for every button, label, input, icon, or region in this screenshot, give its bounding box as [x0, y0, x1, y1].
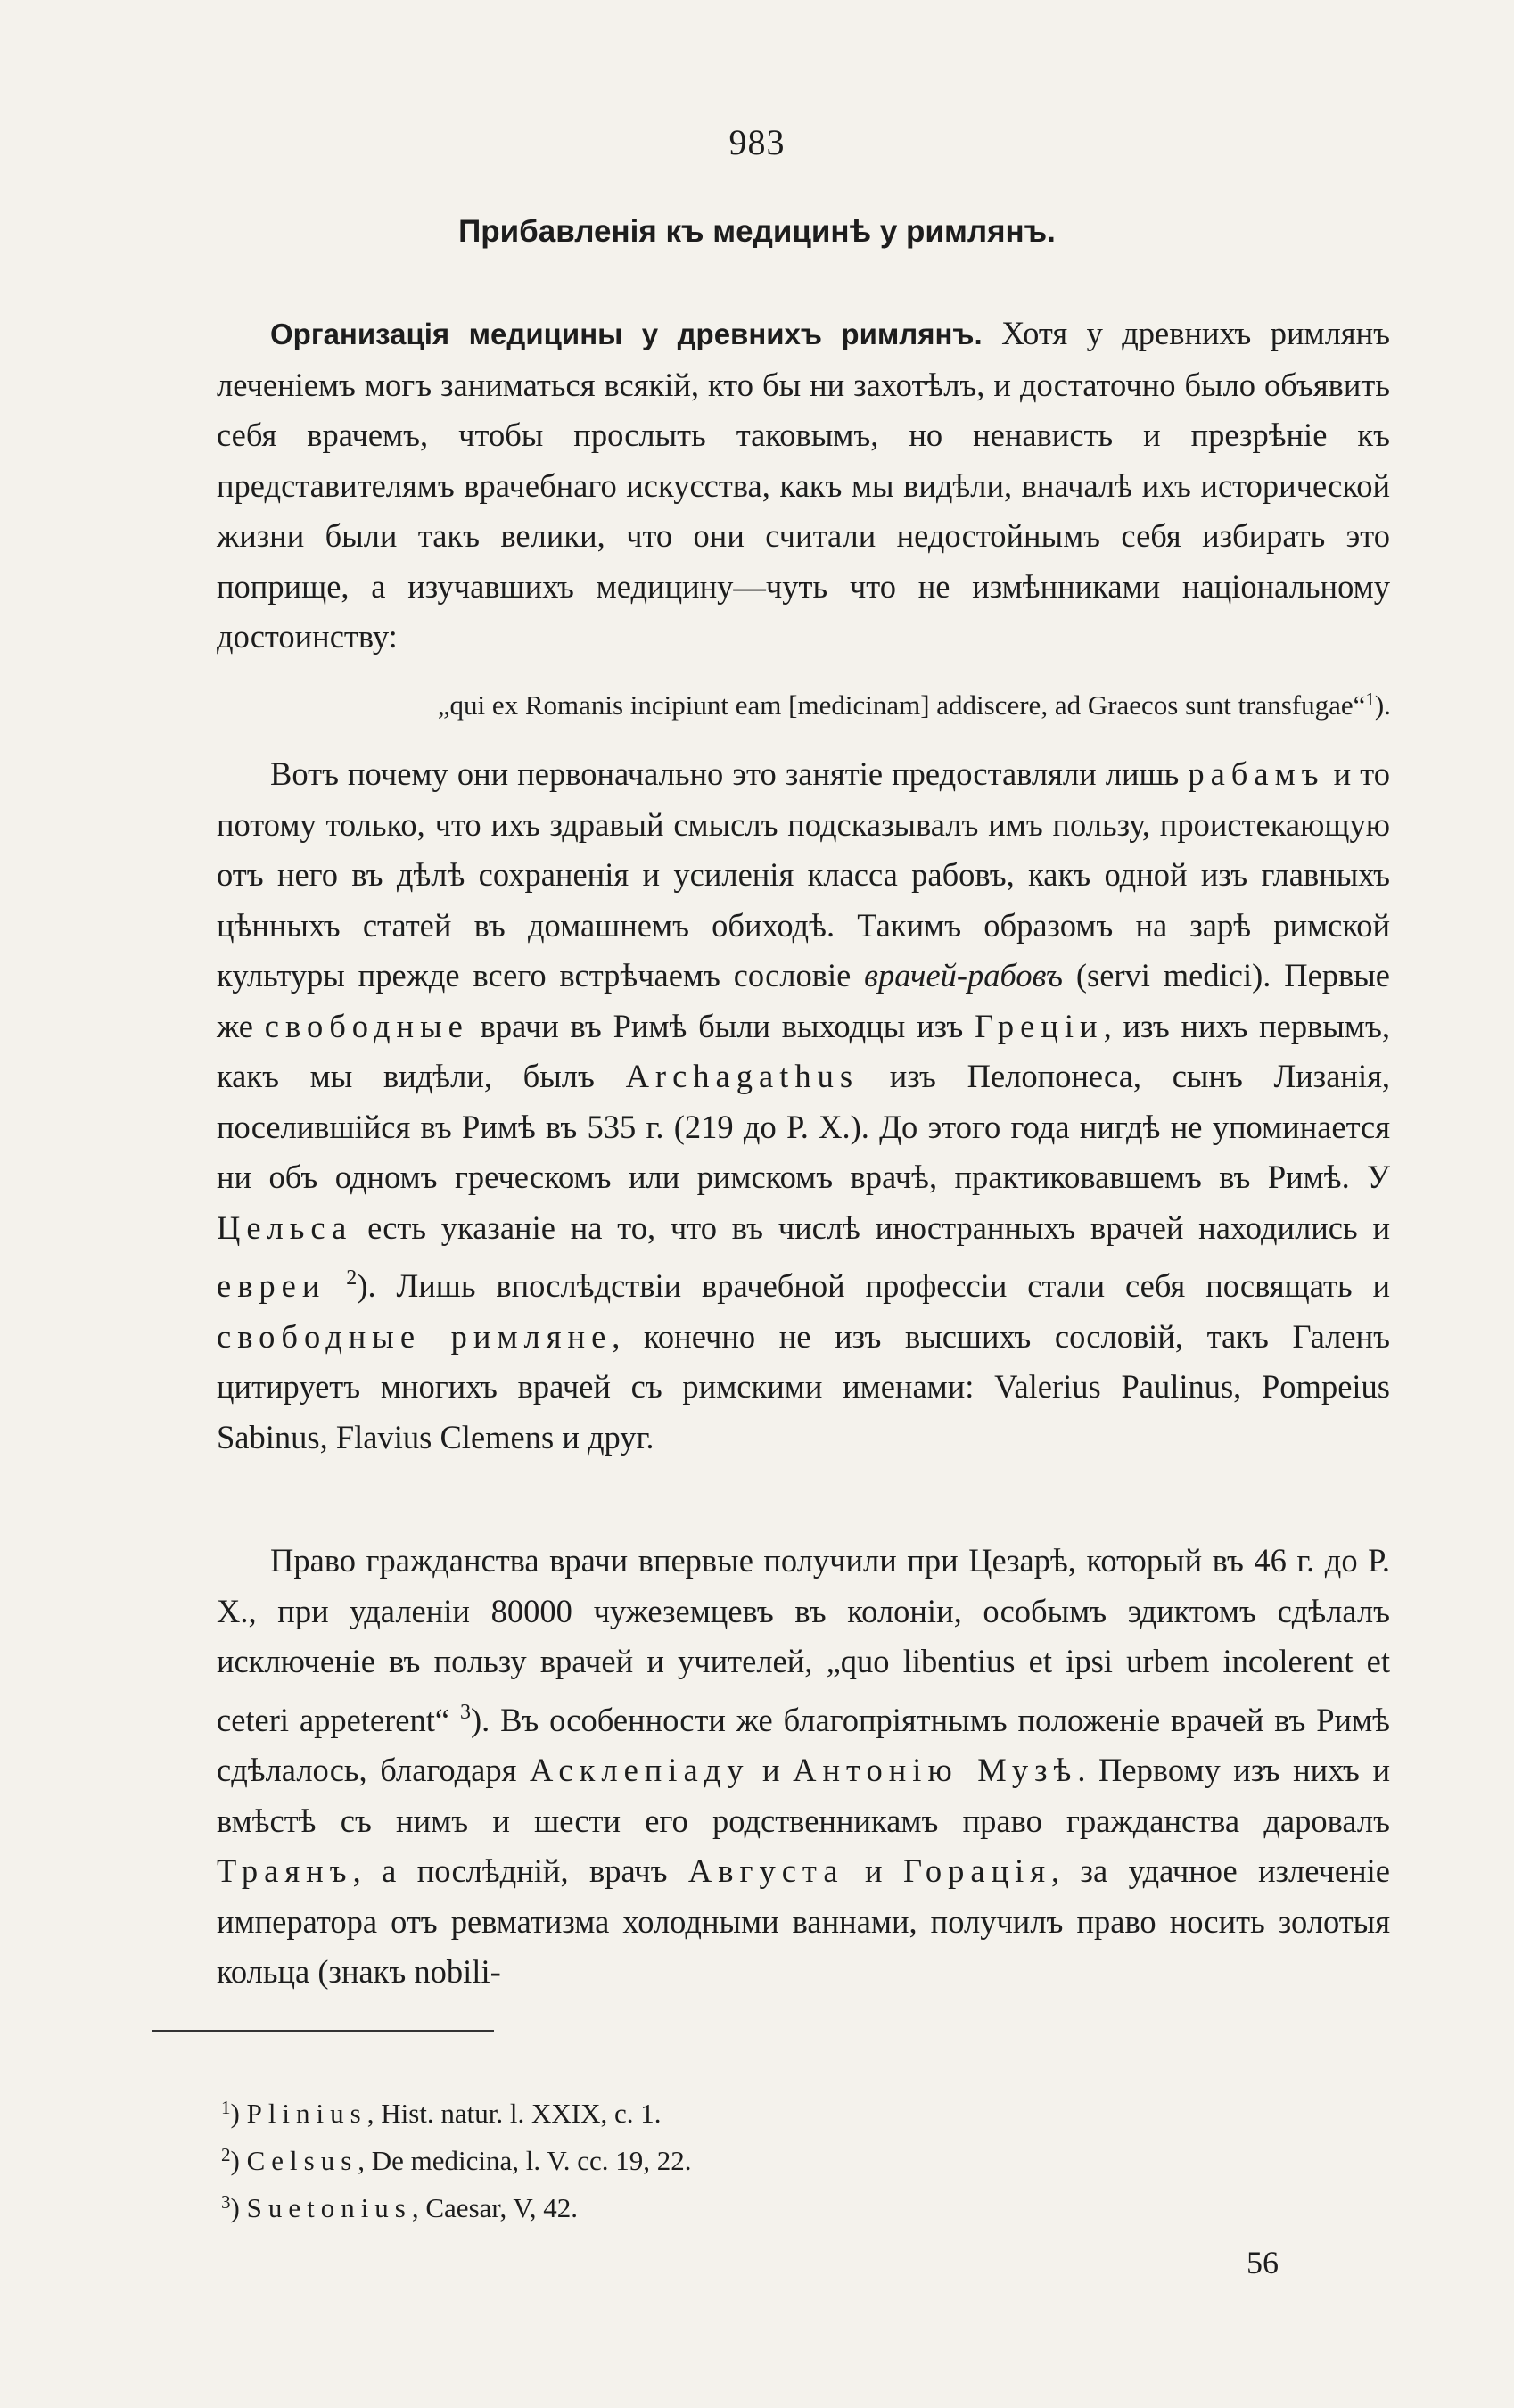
footnote-marker: 2 — [221, 2144, 231, 2165]
paragraph-1 — [217, 309, 1390, 663]
paragraph-3 — [217, 1536, 1390, 1998]
paragraph-heading: Организація медицины у древнихъ римлянъ. — [270, 317, 983, 350]
footnote-1: $^1$) Plinius, Hist. natur. l. XXIX, c. 1. — [221, 2097, 662, 2129]
text-run: (servi medici). Первые же — [217, 957, 1390, 1044]
footnote-author: Plinius — [246, 2098, 367, 2129]
spaced-term: свободные — [264, 1007, 469, 1044]
text-run: ). Лишь впослѣдствіи врачебной профессіи стали себя посвящать и — [357, 1267, 1391, 1304]
footnote-ref: 3 — [459, 1700, 471, 1724]
text-run: и — [749, 1752, 794, 1788]
spaced-term: свободные римляне — [217, 1317, 613, 1355]
text-run: изъ Пелопонеса, сынъ Лизанія, поселившійся въ Римѣ въ 535 г. (219 до Р. Х.). До этого года нигдѣ не упоминается ни объ одномъ греческомъ или римскомъ врачѣ, практиковавшемъ въ Римѣ. У — [217, 1058, 1391, 1195]
spaced-term: Греціи — [975, 1007, 1104, 1044]
footnote-2: $^2$) Celsus, De medicina, l. V. cc. 19, 22. — [221, 2144, 692, 2176]
text-run: , а послѣдній, врачъ — [352, 1852, 688, 1889]
spaced-term: Горація — [902, 1852, 1051, 1889]
text-run: есть указаніе на то, что въ числѣ иностранныхъ врачей находились и — [352, 1208, 1390, 1246]
footnote-text: , Hist. natur. l. XXIX, c. 1. — [366, 2098, 662, 2129]
latin-quote — [214, 689, 1391, 722]
footnote-author: Suetonius — [246, 2192, 412, 2223]
spaced-term: Асклепіаду — [529, 1752, 750, 1788]
section-title: Прибавленія къ медицинѣ у римлянъ. — [458, 214, 1056, 249]
spaced-term: рабамъ — [1188, 755, 1325, 792]
footnote-author: Celsus — [246, 2145, 358, 2176]
spaced-term: Цельса — [217, 1208, 353, 1246]
text-run: ). Въ особенности же благопріятнымъ положеніе врачей въ Римѣ сдѣлалось, благодаря — [217, 1701, 1390, 1788]
footnote-text: , De medicina, l. V. cc. 19, 22. — [358, 2145, 692, 2176]
text-run: Право гражданства врачи впервые получили при Цезарѣ, который въ 46 г. до Р. Х., при удаленіи 80000 чужеземцевъ въ колоніи, особымъ эдиктомъ сдѣлалъ исключеніе въ пользу врачей и учителей, „quo libentius et ipsi urbem incolerent et ceteri appeterent“ — [217, 1542, 1390, 1738]
footnote-text: , Caesar, V, 42. — [411, 2192, 579, 2223]
sheet-number: 56 — [1247, 2245, 1279, 2280]
footnotes — [221, 2087, 1380, 2229]
footnote-ref: 1 — [1365, 689, 1375, 710]
footnote-marker: 1 — [221, 2097, 231, 2118]
text-run: Вотъ почему они первоначально это занятіе предоставляли лишь — [270, 755, 1189, 792]
spaced-term: Archagathus — [625, 1058, 860, 1094]
paragraph-2 — [217, 749, 1390, 1463]
quote-text: „qui ex Romanis incipiunt eam [medicinam] addiscere, ad Graecos sunt transfugae“ — [437, 689, 1366, 721]
spaced-term: Антонію Музѣ — [793, 1752, 1078, 1788]
paragraph-text: Хотя у древнихъ римлянъ леченіемъ могъ заниматься всякій, кто бы ни захотѣлъ, и достаточно было объявить себя врачемъ, чтобы прослыть таковымъ, но ненависть и презрѣніе къ представителямъ врачебнаго искусства, какъ мы видѣли, вначалѣ ихъ исторической жизни были такъ велики, что они считали недостойнымъ себя избирать это поприще, а изучавшихъ медицину—чуть что не измѣнниками національному достоинству: — [217, 315, 1390, 655]
text-run: врачи въ Римѣ были выходцы изъ — [468, 1007, 975, 1044]
spaced-term: Траянъ — [217, 1852, 353, 1889]
text-run: , за удачное излеченіе императора отъ ревматизма холодными ваннами, получилъ право носить золотыя кольца (знакъ nobili- — [217, 1852, 1390, 1990]
footnote-divider — [152, 2030, 494, 2032]
text-run: , конечно не изъ высшихъ сословій, такъ Галенъ цитируетъ многихъ врачей съ римскими именами: Valerius Paulinus, Pompeius Sabinus, Flavius Clemens и друг. — [217, 1317, 1390, 1456]
page-number: 983 — [728, 122, 786, 162]
text-run: и то потому только, что ихъ здравый смыслъ подсказывалъ имъ пользу, проистекающую отъ него въ дѣлѣ сохраненія и усиленія класса рабовъ, какъ одной изъ главныхъ цѣнныхъ статей въ домашнемъ обиходѣ. Такимъ образомъ на зарѣ римской культуры прежде всего встрѣчаемъ сословіе — [217, 755, 1390, 994]
text-run: . Первому изъ нихъ и вмѣстѣ съ нимъ и шести его родственникамъ право гражданства даровалъ — [217, 1752, 1390, 1839]
footnote-3: $^3$) Suetonius, Caesar, V, 42. — [221, 2191, 579, 2223]
text-run: и — [843, 1852, 903, 1889]
text-run — [325, 1267, 346, 1304]
spaced-term: Августа — [687, 1852, 844, 1889]
spaced-term: евреи — [217, 1267, 326, 1304]
quote-close: ). — [1374, 689, 1391, 721]
italic-term: врачей-рабовъ — [864, 957, 1063, 994]
footnote-marker: 3 — [221, 2191, 231, 2213]
footnote-ref: 2 — [346, 1266, 358, 1290]
text-run: , изъ нихъ первымъ, какъ мы видѣли, былъ — [217, 1007, 1390, 1094]
